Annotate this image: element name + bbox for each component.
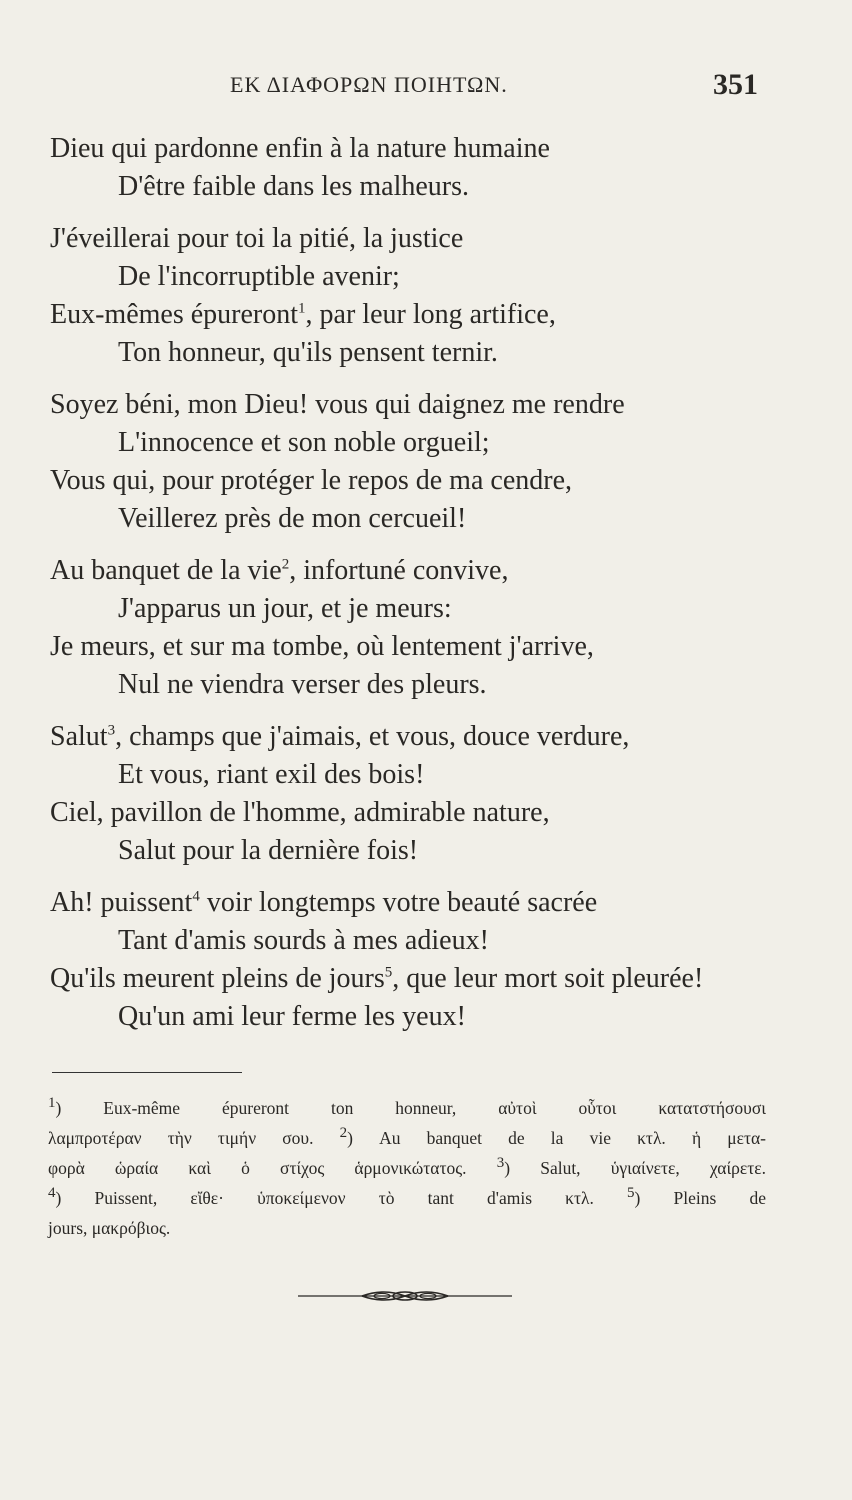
poem-line bbox=[50, 500, 790, 538]
poem-line bbox=[50, 960, 790, 998]
line-text: , infortuné convive, bbox=[289, 555, 509, 586]
line-text: J'éveillerai pour toi la pitié, la justice bbox=[50, 223, 464, 254]
poem-line bbox=[50, 832, 790, 870]
poem-line bbox=[50, 296, 790, 334]
footnote-marker: 2 bbox=[281, 556, 290, 573]
line-text: , champs que j'aimais, et vous, douce verdure, bbox=[115, 721, 630, 752]
page-header bbox=[0, 68, 852, 106]
poem-line bbox=[50, 462, 790, 500]
footnote-number: 1 bbox=[48, 1095, 56, 1112]
line-text: Eux-mêmes épureront bbox=[50, 299, 299, 330]
footnote-text: jours, μακρόβιος. bbox=[48, 1218, 171, 1238]
poem-text bbox=[50, 130, 790, 1050]
footnote-marker: 1 bbox=[298, 300, 306, 317]
footnote-number: 2 bbox=[339, 1125, 348, 1142]
footnote-text: φορὰ ὡραία καὶ ὁ στίχος ἁρμονικώτατος. bbox=[48, 1158, 497, 1178]
footnote-rule bbox=[52, 1072, 242, 1073]
footnote-text: ) Au banquet de la vie κτλ. ἡ μετα- bbox=[347, 1128, 767, 1148]
footnote-number: 5 bbox=[627, 1185, 635, 1202]
line-text: Au banquet de la vie bbox=[50, 555, 282, 586]
poem-line bbox=[50, 334, 790, 372]
running-head: ΕΚ ΔΙΑΦΟΡΩΝ ΠΟΙΗΤΩΝ. bbox=[230, 72, 508, 97]
poem-line bbox=[50, 666, 790, 704]
line-text: Et vous, riant exil des bois! bbox=[118, 759, 425, 790]
footnote-marker: 3 bbox=[107, 722, 116, 739]
line-text: J'apparus un jour, et je meurs: bbox=[118, 593, 452, 624]
footnote-line bbox=[48, 1183, 766, 1213]
line-text: , que leur mort soit pleurée! bbox=[392, 963, 704, 994]
footnote-number: 3 bbox=[496, 1155, 505, 1172]
poem-line bbox=[50, 794, 790, 832]
poem-line bbox=[50, 628, 790, 666]
line-text: Qu'un ami leur ferme les yeux! bbox=[118, 1001, 466, 1032]
poem-line bbox=[50, 590, 790, 628]
poem-line bbox=[50, 424, 790, 462]
poem-line bbox=[50, 756, 790, 794]
line-text: voir longtemps votre beauté sacrée bbox=[199, 887, 598, 918]
line-text: L'innocence et son noble orgueil; bbox=[118, 427, 490, 458]
end-ornament-icon bbox=[298, 1284, 512, 1308]
footnotes bbox=[48, 1093, 766, 1243]
footnote-line bbox=[48, 1153, 766, 1183]
stanza bbox=[50, 884, 790, 1036]
poem-line bbox=[50, 258, 790, 296]
line-text: Dieu qui pardonne enfin à la nature humaine bbox=[50, 133, 550, 164]
footnote-text: ) Eux-même épureront ton honneur, αὐτοὶ οὗτοι κατατστήσουσι bbox=[55, 1098, 766, 1118]
footnote-marker: 5 bbox=[384, 964, 393, 981]
line-text: Tant d'amis sourds à mes adieux! bbox=[118, 925, 489, 956]
line-text: Qu'ils meurent pleins de jours bbox=[50, 963, 385, 994]
footnote-number: 4 bbox=[48, 1185, 56, 1202]
stanza bbox=[50, 552, 790, 704]
line-text: Salut pour la dernière fois! bbox=[118, 835, 419, 866]
line-text: Vous qui, pour protéger le repos de ma cendre, bbox=[50, 465, 572, 496]
line-text: , par leur long artifice, bbox=[305, 299, 556, 330]
line-text: Nul ne viendra verser des pleurs. bbox=[118, 669, 487, 700]
line-text: Ciel, pavillon de l'homme, admirable nature, bbox=[50, 797, 550, 828]
footnote-text: ) Salut, ὑγιαίνετε, χαίρετε. bbox=[504, 1158, 766, 1178]
stanza bbox=[50, 386, 790, 538]
line-text: Veillerez près de mon cercueil! bbox=[118, 503, 467, 534]
line-text: Salut bbox=[50, 721, 108, 752]
footnote-line bbox=[48, 1213, 766, 1243]
poem-line bbox=[50, 552, 790, 590]
footnote-line bbox=[48, 1123, 766, 1153]
footnote-text: ) Puissent, εἴθε· ὑποκείμενον τὸ tant d'amis κτλ. bbox=[55, 1188, 628, 1208]
line-text: D'être faible dans les malheurs. bbox=[118, 171, 470, 202]
poem-line bbox=[50, 130, 790, 168]
poem-line bbox=[50, 718, 790, 756]
footnote-text: λαμπροτέραν τὴν τιμήν σου. bbox=[48, 1128, 340, 1148]
line-text: Ton honneur, qu'ils pensent ternir. bbox=[118, 337, 498, 368]
stanza bbox=[50, 718, 790, 870]
line-text: Soyez béni, mon Dieu! vous qui daignez me rendre bbox=[50, 389, 625, 420]
footnote-text: ) Pleins de bbox=[634, 1188, 766, 1208]
poem-line bbox=[50, 386, 790, 424]
poem-line bbox=[50, 922, 790, 960]
page-number: 351 bbox=[713, 68, 758, 101]
line-text: Je meurs, et sur ma tombe, où lentement j'arrive, bbox=[50, 631, 594, 662]
stanza bbox=[50, 130, 790, 206]
stanza bbox=[50, 220, 790, 372]
footnote-marker: 4 bbox=[192, 888, 200, 905]
poem-line bbox=[50, 220, 790, 258]
poem-line bbox=[50, 168, 790, 206]
line-text: De l'incorruptible avenir; bbox=[118, 261, 400, 292]
line-text: Ah! puissent bbox=[50, 887, 193, 918]
poem-line bbox=[50, 884, 790, 922]
poem-line bbox=[50, 998, 790, 1036]
footnote-line bbox=[48, 1093, 766, 1123]
